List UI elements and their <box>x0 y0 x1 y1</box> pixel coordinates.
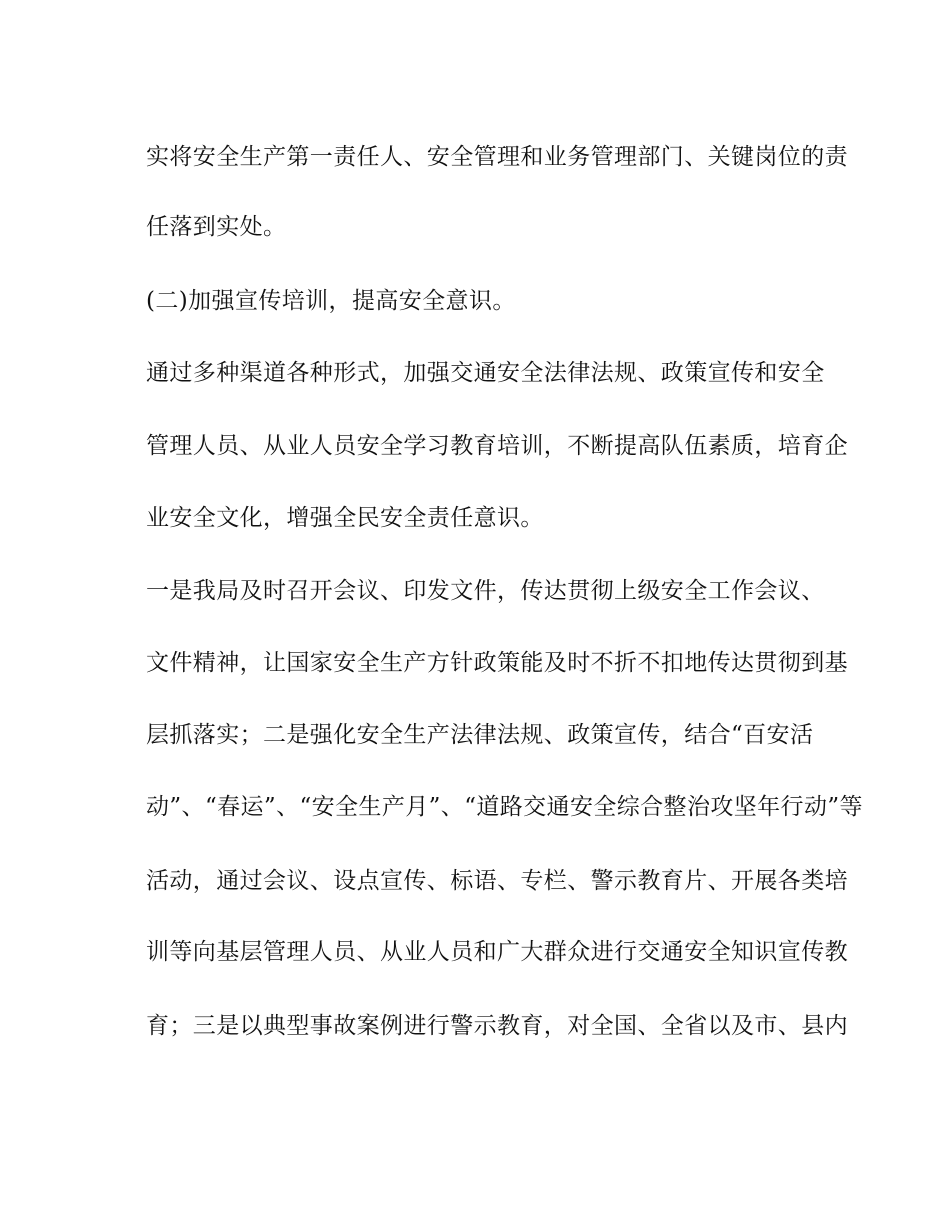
text-line-12: 训等向基层管理人员、从业人员和广大群众进行交通安全知识宣传教 <box>146 939 848 965</box>
text-line-7: 一是我局及时召开会议、印发文件，传达贯彻上级安全工作会议、 <box>146 578 825 604</box>
text-line-6: 业安全文化，增强全民安全责任意识。 <box>146 505 544 531</box>
text-line-11: 活动，通过会议、设点宣传、标语、专栏、警示教育片、开展各类培 <box>146 868 848 894</box>
text-line-13: 育；三是以典型事故案例进行警示教育，对全国、全省以及市、县内 <box>146 1013 848 1039</box>
text-line-10: 动”、“春运”、“安全生产月”、“道路交通安全综合整治攻坚年行动”等 <box>146 794 863 820</box>
text-line-9: 层抓落实；二是强化安全生产法律法规、政策宣传，结合“百安活 <box>146 722 814 748</box>
text-line-1: 实将安全生产第一责任人、安全管理和业务管理部门、关键岗位的责 <box>146 144 848 170</box>
text-line-4: 通过多种渠道各种形式，加强交通安全法律法规、政策宣传和安全 <box>146 360 825 386</box>
text-line-2: 任落到实处。 <box>146 214 287 240</box>
section-heading: (二)加强宣传培训，提高安全意识。 <box>146 288 516 314</box>
text-line-5: 管理人员、从业人员安全学习教育培训，不断提高队伍素质，培育企 <box>146 433 848 459</box>
text-line-8: 文件精神，让国家安全生产方针政策能及时不折不扣地传达贯彻到基 <box>146 650 848 676</box>
